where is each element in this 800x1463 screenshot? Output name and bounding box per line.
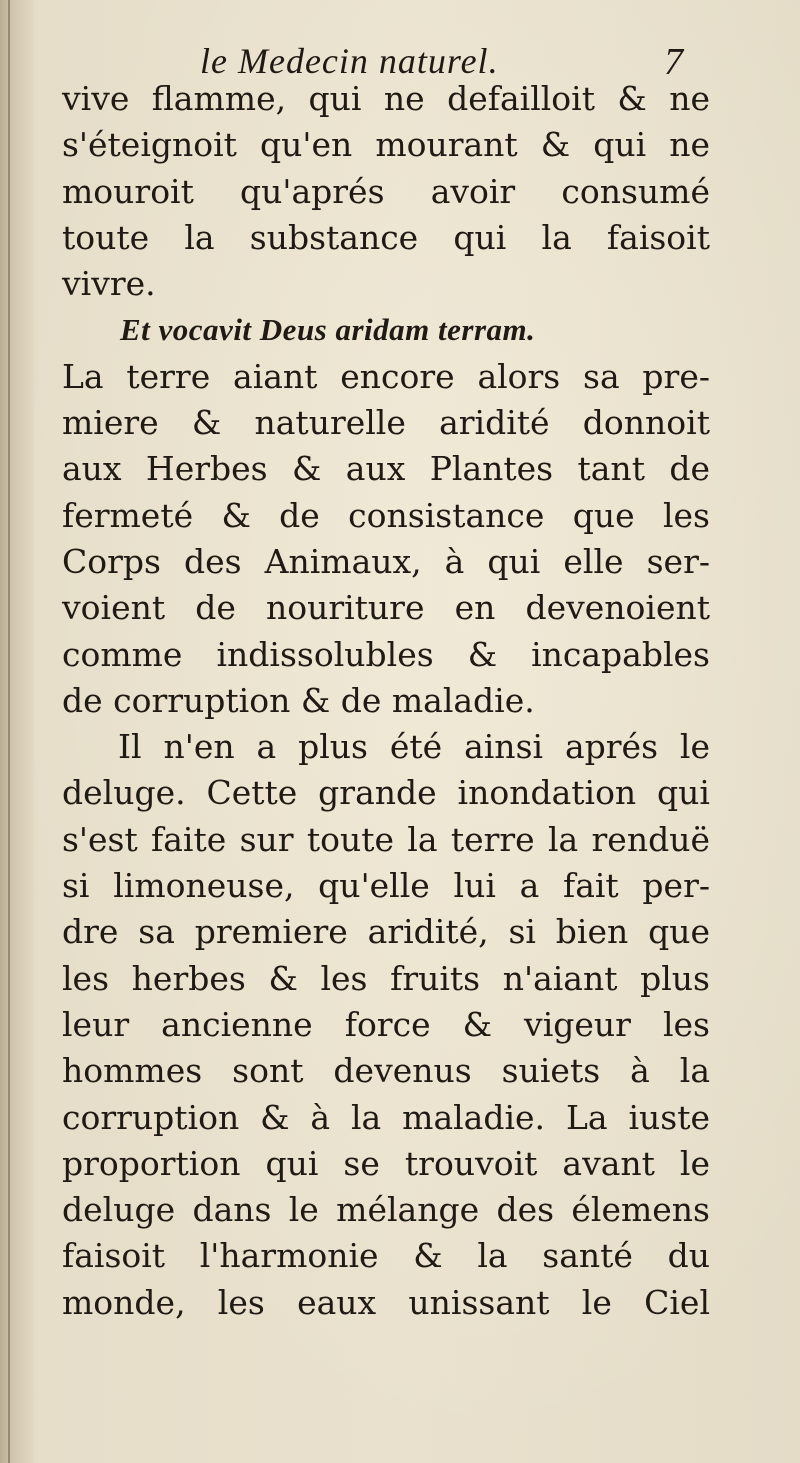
text-line: Il n'en a plus été ainsi aprés le [118,727,710,767]
text-line: fermeté & de consistance que les [62,495,710,535]
text-line: deluge. Cette grande inondation qui [62,773,710,813]
page-gutter [0,0,34,1463]
text-line: proportion qui se trouvoit avant le [62,1143,710,1183]
text-line: vive flamme, qui ne defailloit & ne [62,79,710,118]
text-line: monde, les eaux unissant le Ciel [62,1282,710,1322]
text-line: vivre. [62,264,156,304]
text-line: faisoit l'harmonie & la santé du [62,1236,710,1276]
text-line: mouroit qu'aprés avoir consumé [62,171,710,211]
page-number: 7 [664,41,683,83]
text-line: dre sa premiere aridité, si bien que [62,912,710,952]
latin-quotation: Et vocavit Deus aridam terram. [120,312,536,348]
text-line: Corps des Animaux, à qui elle ser- [62,541,710,581]
binding-edge [8,0,10,1463]
text-line: si limoneuse, qu'elle lui a fait per- [62,866,710,906]
text-line: de corruption & de maladie. [62,680,535,720]
text-line: leur ancienne force & vigeur les [62,1004,710,1044]
text-line: corruption & à la maladie. La iuste [62,1097,710,1137]
text-line: La terre aiant encore alors sa pre- [62,356,710,396]
body-text [62,76,710,1326]
running-title: le Medecin naturel. [200,41,499,81]
text-line: voient de nouriture en devenoient [62,588,710,628]
text-line: hommes sont devenus suiets à la [62,1051,710,1091]
text-line: toute la substance qui la faisoit [62,217,710,257]
text-line: les herbes & les fruits n'aiant plus [62,958,710,998]
text-line: s'éteignoit qu'en mourant & qui ne [62,125,710,165]
text-line: deluge dans le mélange des élemens [62,1190,710,1230]
text-line: aux Herbes & aux Plantes tant de [62,449,710,489]
text-line: comme indissolubles & incapables [62,634,710,674]
text-line: s'est faite sur toute la terre la renduë [62,819,710,859]
text-line: miere & naturelle aridité donnoit [62,403,710,443]
